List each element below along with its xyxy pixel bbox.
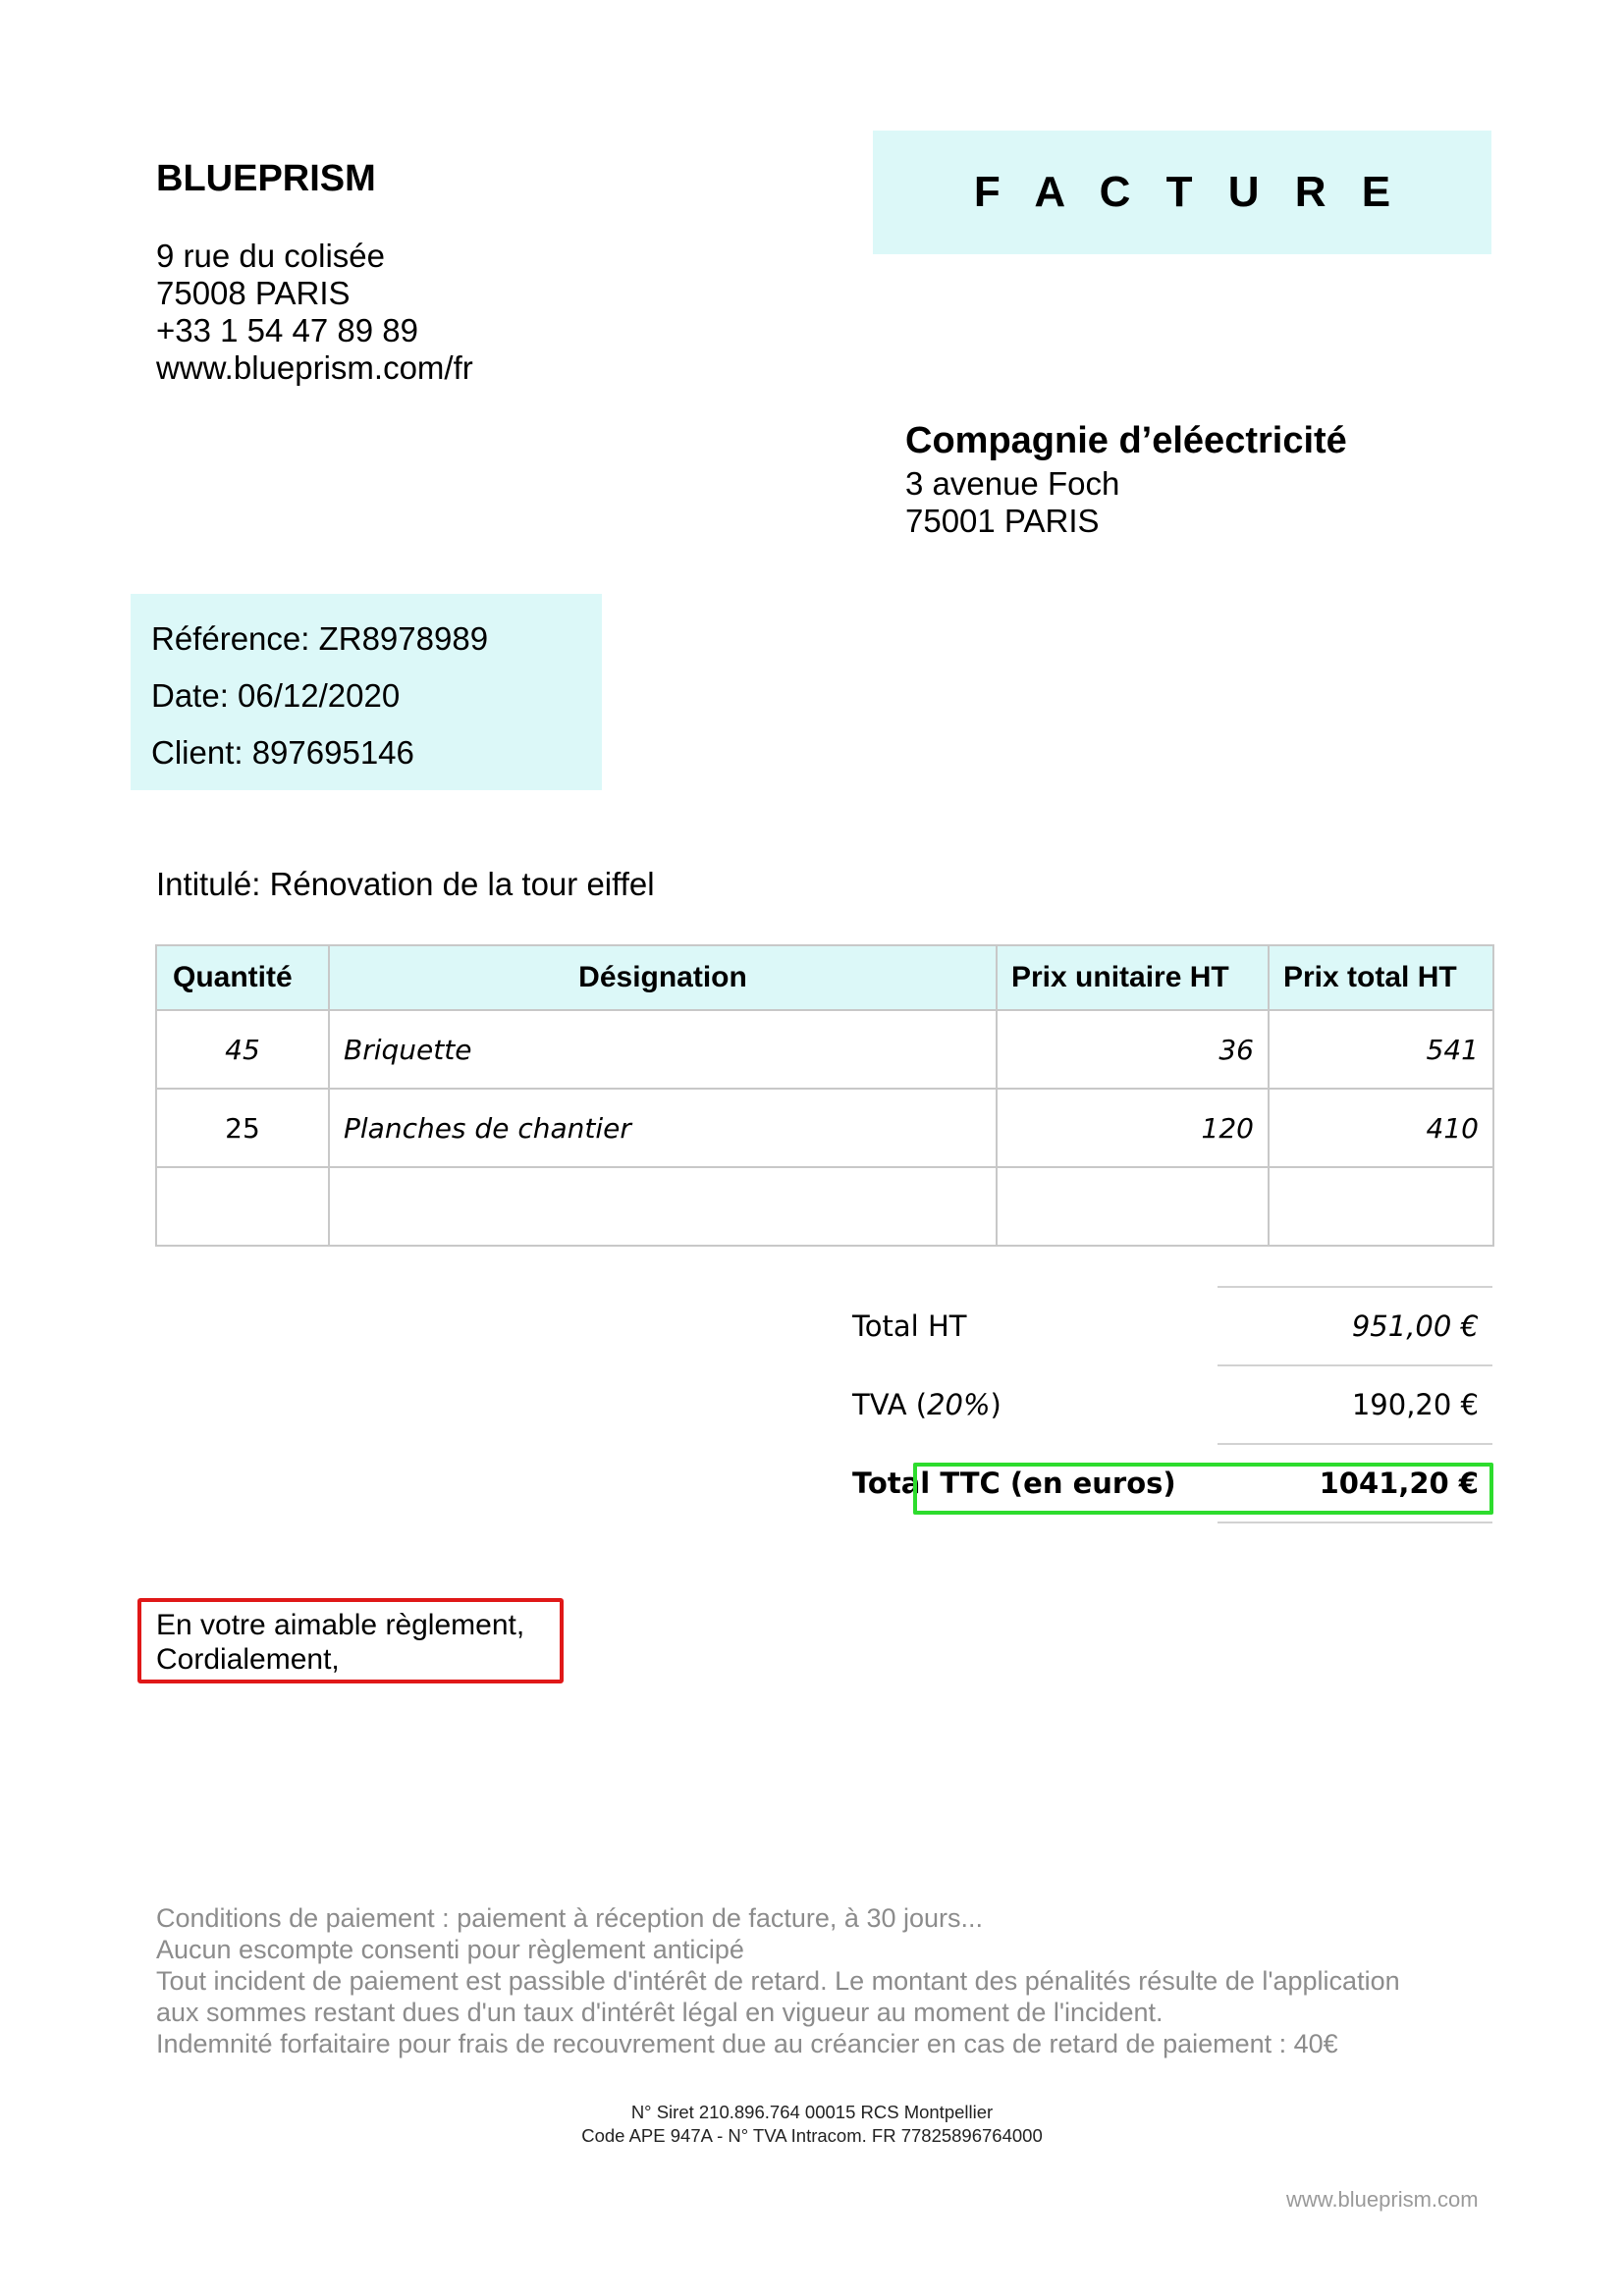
closing-line-1: En votre aimable règlement, <box>156 1609 525 1641</box>
header-designation: Désignation <box>329 945 997 1010</box>
table-header-row <box>156 945 1493 1010</box>
recipient-city: 75001 PARIS <box>905 503 1100 539</box>
recipient-street: 3 avenue Foch <box>905 465 1120 502</box>
condition-line: Tout incident de paiement est passible d'intérêt de retard. Le montant des pénalités résulte de l'application <box>156 1966 1400 1996</box>
tva-value: 190,20 € <box>1351 1388 1479 1421</box>
header-prix-unitaire: Prix unitaire HT <box>997 945 1269 1010</box>
invoice-subject: Intitulé: Rénovation de la tour eiffel <box>156 866 655 902</box>
items-table <box>155 944 1494 1247</box>
total-ttc-highlight <box>913 1463 1493 1515</box>
cell-designation <box>329 1167 997 1246</box>
table-row <box>156 1010 1493 1089</box>
cell-quantite: 45 <box>156 1010 329 1089</box>
total-ttc-label: Total TTC (en euros) <box>852 1467 1176 1500</box>
divider <box>1218 1522 1492 1523</box>
payment-conditions <box>156 1902 1400 2059</box>
tva-label-suffix: ) <box>990 1388 1001 1421</box>
company-name: BLUEPRISM <box>156 158 376 199</box>
tva-rate: 20% <box>927 1388 991 1421</box>
total-ttc-value: 1041,20 € <box>1319 1467 1479 1500</box>
cell-quantite <box>156 1167 329 1246</box>
header-quantite: Quantité <box>156 945 329 1010</box>
condition-line: Indemnité forfaitaire pour frais de recouvrement due au créancier en cas de retard de paiement : 40€ <box>156 2029 1338 2058</box>
header-prix-total: Prix total HT <box>1269 945 1493 1010</box>
tva-label-prefix: TVA ( <box>852 1388 928 1421</box>
company-phone: +33 1 54 47 89 89 <box>156 312 418 348</box>
condition-line: Conditions de paiement : paiement à réception de facture, à 30 jours... <box>156 1903 984 1933</box>
table-row <box>156 1167 1493 1246</box>
invoice-title-box <box>873 131 1491 254</box>
recipient-block <box>905 416 1347 540</box>
reference-box <box>131 594 602 790</box>
divider <box>1218 1286 1492 1288</box>
company-street: 9 rue du colisée <box>156 238 385 274</box>
condition-line: Aucun escompte consenti pour règlement anticipé <box>156 1935 744 1964</box>
invoice-title: F A C T U R E <box>973 168 1403 216</box>
total-ht-row <box>850 1286 1492 1364</box>
total-ht-label: Total HT <box>852 1309 967 1343</box>
table-row <box>156 1089 1493 1167</box>
cell-prix-unitaire <box>997 1167 1269 1246</box>
cell-prix-unitaire: 36 <box>997 1010 1269 1089</box>
recipient-name: Compagnie d’eléectricité <box>905 420 1347 461</box>
cell-prix-total: 541 <box>1269 1010 1493 1089</box>
divider <box>1218 1364 1492 1366</box>
cell-prix-total: 410 <box>1269 1089 1493 1167</box>
cell-designation: Briquette <box>329 1010 997 1089</box>
cell-designation: Planches de chantier <box>329 1089 997 1167</box>
reference-number: Référence: ZR8978989 <box>151 620 489 657</box>
tva-row <box>850 1364 1492 1443</box>
footer-website: www.blueprism.com <box>1286 2187 1479 2212</box>
condition-line: aux sommes restant dues d'un taux d'intérêt légal en vigueur au moment de l'incident. <box>156 1998 1164 2027</box>
legal-info <box>0 2101 1624 2148</box>
company-website: www.blueprism.com/fr <box>156 349 473 386</box>
siret-line: N° Siret 210.896.764 00015 RCS Montpellier <box>630 2102 994 2122</box>
company-city: 75008 PARIS <box>156 275 351 311</box>
client-number: Client: 897695146 <box>151 734 414 771</box>
cell-prix-total <box>1269 1167 1493 1246</box>
invoice-date: Date: 06/12/2020 <box>151 677 401 714</box>
total-ht-value: 951,00 € <box>1351 1309 1479 1343</box>
closing-highlight <box>137 1598 564 1683</box>
company-address <box>156 238 473 387</box>
ape-line: Code APE 947A - N° TVA Intracom. FR 77825896764000 <box>581 2125 1043 2146</box>
cell-quantite: 25 <box>156 1089 329 1167</box>
tva-label <box>852 1388 1001 1421</box>
divider <box>1218 1443 1492 1445</box>
closing-line-2: Cordialement, <box>156 1643 340 1676</box>
cell-prix-unitaire: 120 <box>997 1089 1269 1167</box>
